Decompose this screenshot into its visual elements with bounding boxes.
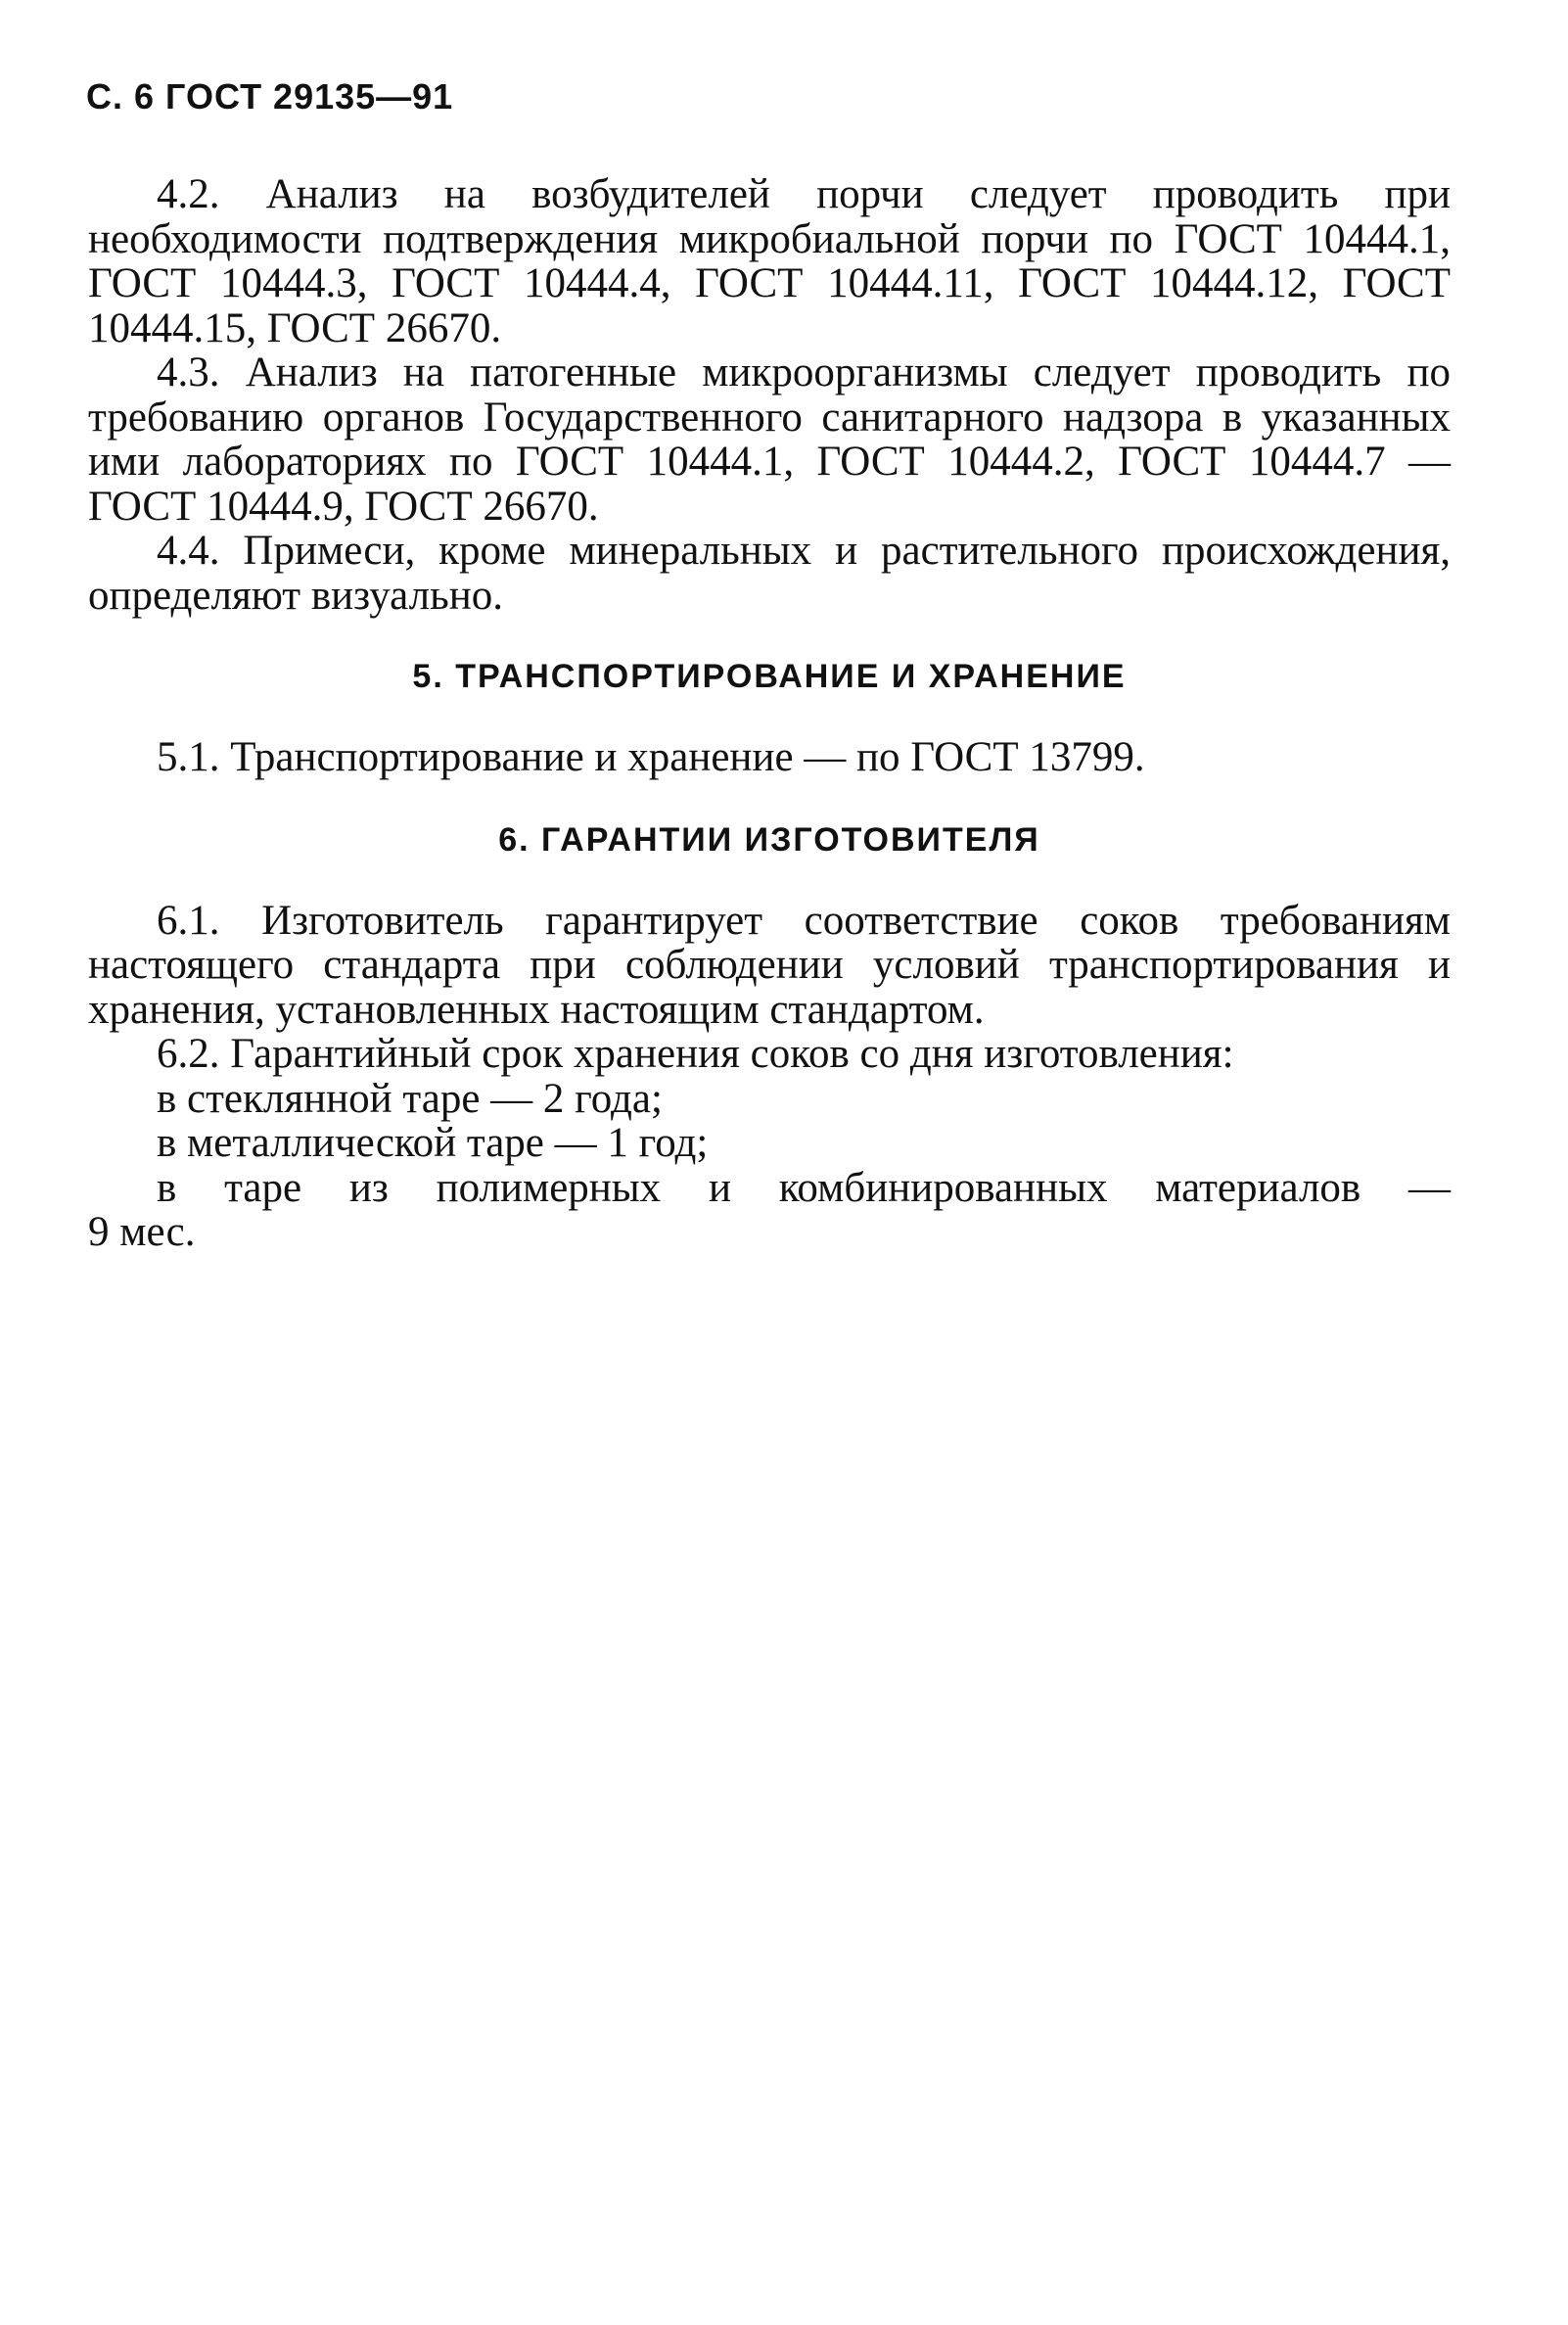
section-5-heading: 5. ТРАНСПОРТИРОВАНИЕ И ХРАНЕНИЕ: [412, 658, 1127, 695]
paragraph-6-2: 6.2. Гарантийный срок хранения соков со дня изготовления:: [157, 1031, 1234, 1077]
paragraph-4-3: 4.3. Анализ на патогенные микроорганизмы следует проводить по требованию органов Государственного санитарного надзора в указанных ими лабораториях по ГОСТ 10444.1, ГОСТ 10444.2, ГОСТ 10444.7 — ГОСТ 10444.9, ГОСТ 26670.: [88, 349, 1451, 530]
paragraph-5-1: 5.1. Транспортирование и хранение — по ГОСТ 13799.: [157, 733, 1145, 780]
shelf-life-polymer-value: 9 мес.: [88, 1209, 196, 1255]
running-head: С. 6 ГОСТ 29135—91: [86, 76, 454, 116]
paragraph-4-4: 4.4. Примеси, кроме минеральных и растительного происхождения, определяют визуально.: [88, 528, 1451, 619]
paragraph-4-2: 4.2. Анализ на возбудителей порчи следует проводить при необходимости подтверждения микробиальной порчи по ГОСТ 10444.1, ГОСТ 10444.3, ГОСТ 10444.4, ГОСТ 10444.11, ГОСТ 10444.12, ГОСТ 10444.15, ГОСТ 26670.: [88, 171, 1451, 351]
shelf-life-polymer: в таре из полимерных и комбинированных материалов —: [157, 1164, 1451, 1211]
shelf-life-glass: в стеклянной таре — 2 года;: [157, 1075, 663, 1122]
paragraph-6-1: 6.1. Изготовитель гарантирует соответствие соков требованиям настоящего стандарта при соблюдении условий транспортирования и хранения, установленных настоящим стандартом.: [88, 897, 1451, 1033]
document-body: [88, 172, 1451, 1255]
shelf-life-metal: в металлической таре — 1 год;: [157, 1120, 709, 1166]
section-6-heading: 6. ГАРАНТИИ ИЗГОТОВИТЕЛЯ: [498, 821, 1040, 859]
